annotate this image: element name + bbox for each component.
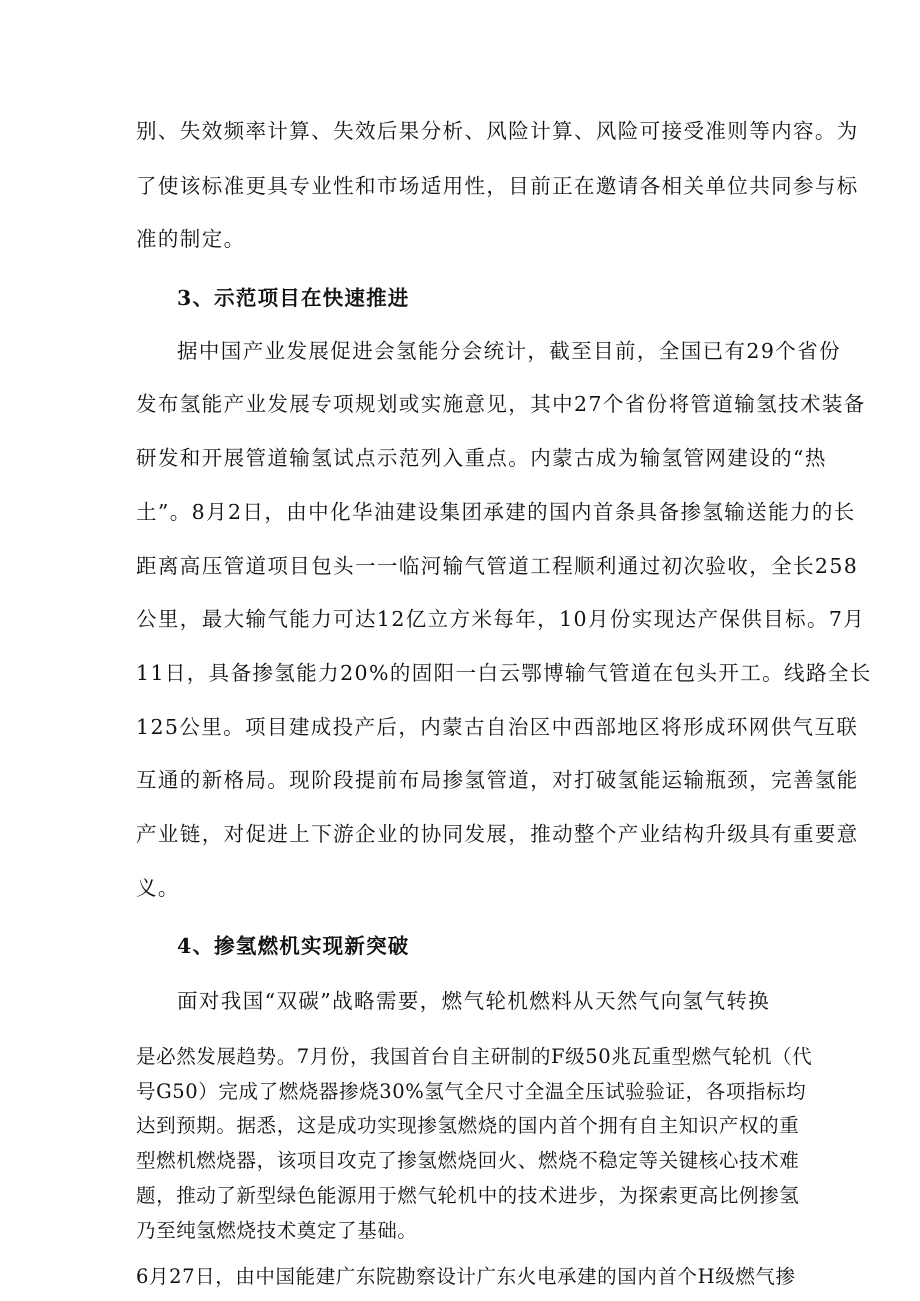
section-heading: 3、示范项目在快速推进 xyxy=(177,286,410,310)
paragraph-line: 6月27日，由中国能建广东院勘察设计广东火电承建的国内首个H级燃气掺 xyxy=(136,1265,796,1288)
paragraph-line: 题，推动了新型绿色能源用于燃气轮机中的技术进步，为探索更高比例掺氢 xyxy=(136,1184,800,1207)
paragraph-line: 产业链，对促进上下游企业的协同发展，推动整个产业结构升级具有重要意 xyxy=(136,822,859,846)
paragraph-line: 面对我国“双碳”战略需要，燃气轮机燃料从天然气向氢气转换 xyxy=(177,989,771,1013)
paragraph-line: 据中国产业发展促进会氢能分会统计，截至目前，全国已有29个省份 xyxy=(177,339,841,363)
paragraph-line: 别、失效频率计算、失效后果分析、风险计算、风险可接受准则等内容。为 xyxy=(136,119,859,143)
paragraph-line: 互通的新格局。现阶段提前布局掺氢管道，对打破氢能运输瓶颈，完善氢能 xyxy=(136,768,859,792)
paragraph-line: 义。 xyxy=(136,876,180,900)
paragraph-line: 号G50）完成了燃烧器掺烧30%氢气全尺寸全温全压试验验证，各项指标均 xyxy=(136,1080,807,1103)
paragraph-line: 达到预期。据悉，这是成功实现掺氢燃烧的国内首个拥有自主知识产权的重 xyxy=(136,1114,800,1137)
paragraph-line: 公里，最大输气能力可达12亿立方米每年，10月份实现达产保供目标。7月 xyxy=(136,607,866,631)
paragraph-line: 型燃机燃烧器，该项目攻克了掺氢燃烧回火、燃烧不稳定等关键核心技术难 xyxy=(136,1149,800,1172)
paragraph-line: 是必然发展趋势。7月份，我国首台自主研制的F级50兆瓦重型燃气轮机（代 xyxy=(136,1045,813,1068)
section-heading: 4、掺氢燃机实现新突破 xyxy=(177,934,410,958)
paragraph-line: 乃至纯氢燃烧技术奠定了基础。 xyxy=(136,1219,418,1242)
paragraph-line: 准的制定。 xyxy=(136,227,246,251)
paragraph-line: 发布氢能产业发展专项规划或实施意见，其中27个省份将管道输氢技术装备 xyxy=(136,392,866,416)
paragraph-line: 土”。8月2日，由中化华油建设集团承建的国内首条具备掺氢输送能力的长 xyxy=(136,500,856,524)
paragraph-line: 11日，具备掺氢能力20%的固阳一白云鄂博输气管道在包头开工。线路全长 xyxy=(136,661,872,685)
paragraph-line: 距离高压管道项目包头一一临河输气管道工程顺利通过初次验收，全长258 xyxy=(136,554,859,578)
paragraph-line: 研发和开展管道输氢试点示范列入重点。内蒙古成为输氢管网建设的“热 xyxy=(136,446,827,470)
paragraph-line: 125公里。项目建成投产后，内蒙古自治区中西部地区将形成环网供气互联 xyxy=(136,715,859,739)
paragraph-line: 了使该标准更具专业性和市场适用性，目前正在邀请各相关单位共同参与标 xyxy=(136,174,859,198)
